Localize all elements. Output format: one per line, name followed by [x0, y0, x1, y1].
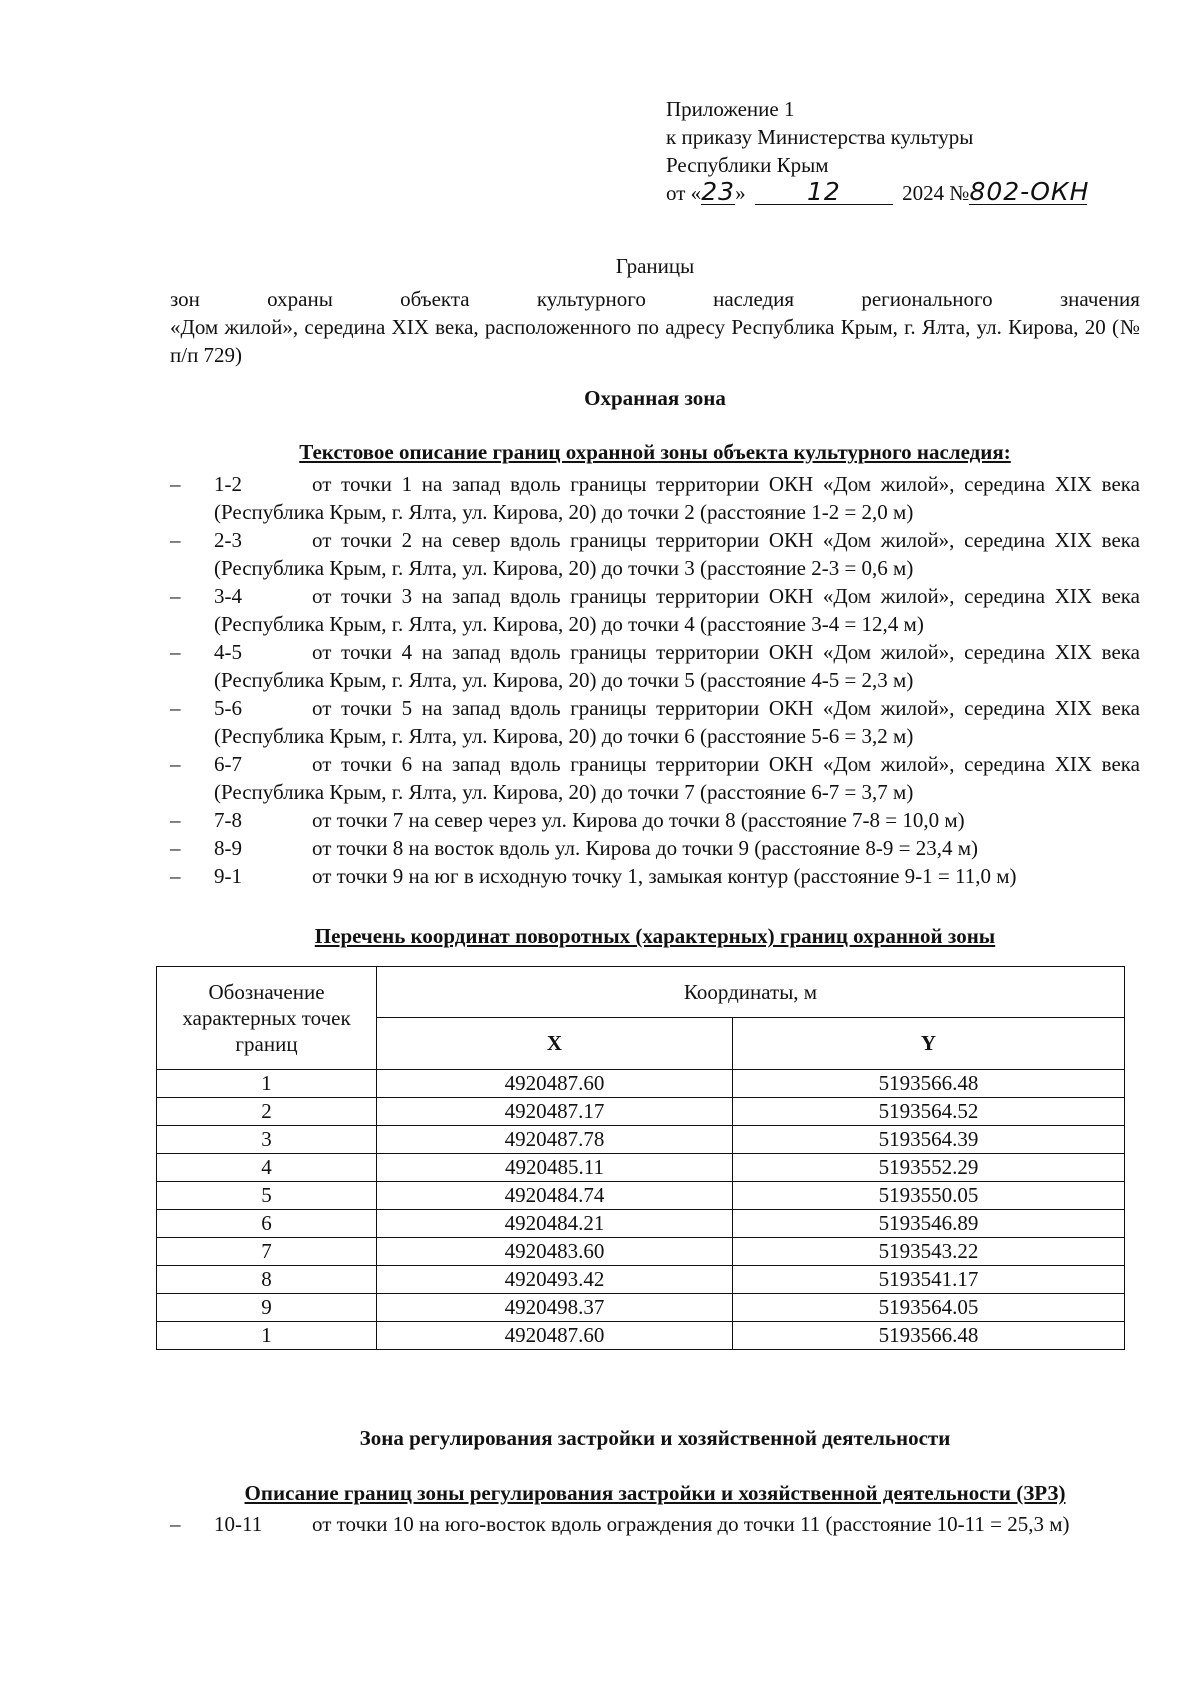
- list-item: [170, 694, 1140, 750]
- regulation-zone-list: [170, 1510, 1140, 1538]
- list-dash: –: [170, 752, 181, 776]
- y-cell: 5193566.48: [733, 1322, 1125, 1350]
- y-column-header: Y: [733, 1018, 1125, 1070]
- y-cell: 5193543.22: [733, 1238, 1125, 1266]
- y-cell: 5193564.05: [733, 1294, 1125, 1322]
- point-cell: 1: [157, 1322, 377, 1350]
- subtitle-word: культурного: [536, 287, 646, 311]
- segment-code: 4-5: [214, 640, 242, 664]
- segment-text: от точки 2 на север вдоль границы территории ОКН «Дом жилой», середина XIX века (Республика Крым, г. Ялта, ул. Кирова, 20) до точки 3 (расстояние 2-3 = 0,6 м): [214, 528, 1140, 580]
- list-dash: –: [170, 836, 181, 860]
- subtitle-line-1: [170, 285, 1140, 313]
- appendix-line-3: Республики Крым: [666, 153, 829, 177]
- table-row: [157, 1210, 1125, 1238]
- point-designation-header: Обозначение характерных точек границ: [157, 967, 377, 1070]
- x-cell: 4920485.11: [377, 1154, 733, 1182]
- x-cell: 4920483.60: [377, 1238, 733, 1266]
- subtitle-word: наследия: [713, 287, 795, 311]
- x-cell: 4920487.78: [377, 1126, 733, 1154]
- point-cell: 9: [157, 1294, 377, 1322]
- regulation-zone-description-heading: Описание границ зоны регулирования застройки и хозяйственной деятельности (ЗРЗ): [244, 1481, 1066, 1505]
- table-row: [157, 1098, 1125, 1126]
- year-number-label: 2024 №: [902, 181, 970, 205]
- table-row: [157, 1266, 1125, 1294]
- segment-text: от точки 3 на запад вдоль границы территории ОКН «Дом жилой», середина XIX века (Республика Крым, г. Ялта, ул. Кирова, 20) до точки 4 (расстояние 3-4 = 12,4 м): [214, 584, 1140, 636]
- segment-text: от точки 9 на юг в исходную точку 1, замыкая контур (расстояние 9-1 = 11,0 м): [312, 864, 1017, 888]
- segment-text: от точки 5 на запад вдоль границы территории ОКН «Дом жилой», середина XIX века (Республика Крым, г. Ялта, ул. Кирова, 20) до точки 6 (расстояние 5-6 = 3,2 м): [214, 696, 1140, 748]
- point-cell: 3: [157, 1126, 377, 1154]
- coordinates-table: [156, 966, 1125, 1350]
- date-prefix: от «: [666, 181, 702, 205]
- segment-code: 1-2: [214, 472, 242, 496]
- segment-code: 6-7: [214, 752, 242, 776]
- subtitle-word: объекта: [400, 287, 470, 311]
- coordinates-table-heading: Перечень координат поворотных (характерных) границ охранной зоны: [314, 924, 996, 948]
- y-cell: 5193552.29: [733, 1154, 1125, 1182]
- coordinates-header: Координаты, м: [377, 967, 1125, 1018]
- point-cell: 7: [157, 1238, 377, 1266]
- table-row: [157, 1322, 1125, 1350]
- y-cell: 5193550.05: [733, 1182, 1125, 1210]
- subtitle-rest: «Дом жилой», середина XIX века, расположенного по адресу Республика Крым, г. Ялта, ул. Кирова, 20 (№ п/п 729): [170, 315, 1140, 367]
- subtitle-word: охраны: [267, 287, 333, 311]
- y-cell: 5193546.89: [733, 1210, 1125, 1238]
- subtitle-word: зон: [170, 287, 200, 311]
- list-item: [170, 526, 1140, 582]
- section-title-regulation-zone: Зона регулирования застройки и хозяйственной деятельности: [359, 1426, 951, 1450]
- segment-code: 10-11: [214, 1512, 263, 1536]
- x-column-header: X: [377, 1018, 733, 1070]
- y-cell: 5193541.17: [733, 1266, 1125, 1294]
- handwritten-month: 12: [755, 180, 893, 205]
- list-dash: –: [170, 472, 181, 496]
- list-dash: –: [170, 808, 181, 832]
- list-item: [170, 582, 1140, 638]
- table-row: [157, 1294, 1125, 1322]
- list-item: [170, 834, 1140, 862]
- text-description-heading: Текстовое описание границ охранной зоны объекта культурного наследия:: [299, 440, 1011, 464]
- segment-code: 7-8: [214, 808, 242, 832]
- date-mid: »: [735, 181, 746, 205]
- table-row: [157, 1070, 1125, 1098]
- list-dash: –: [170, 1512, 181, 1536]
- x-cell: 4920493.42: [377, 1266, 733, 1294]
- table-row: [157, 1182, 1125, 1210]
- table-row: [157, 1154, 1125, 1182]
- table-row: [157, 1238, 1125, 1266]
- appendix-date-line: [666, 177, 1090, 207]
- list-item: [170, 806, 1140, 834]
- list-item: [170, 750, 1140, 806]
- point-cell: 4: [157, 1154, 377, 1182]
- segment-text: от точки 6 на запад вдоль границы территории ОКН «Дом жилой», середина XIX века (Республика Крым, г. Ялта, ул. Кирова, 20) до точки 7 (расстояние 6-7 = 3,7 м): [214, 752, 1140, 804]
- point-cell: 2: [157, 1098, 377, 1126]
- point-cell: 5: [157, 1182, 377, 1210]
- appendix-line-2: к приказу Министерства культуры: [666, 125, 974, 149]
- segment-code: 2-3: [214, 528, 242, 552]
- list-dash: –: [170, 696, 181, 720]
- y-cell: 5193564.39: [733, 1126, 1125, 1154]
- boundary-description-list: [170, 470, 1140, 890]
- segment-code: 9-1: [214, 864, 242, 888]
- point-cell: 6: [157, 1210, 377, 1238]
- list-item: [170, 862, 1140, 890]
- document-title: Границы: [615, 254, 695, 278]
- handwritten-order-number: 802-ОКН: [969, 177, 1090, 206]
- x-cell: 4920484.21: [377, 1210, 733, 1238]
- x-cell: 4920487.60: [377, 1070, 733, 1098]
- appendix-header: [666, 95, 1090, 207]
- section-title-protection-zone: Охранная зона: [584, 386, 726, 410]
- segment-code: 3-4: [214, 584, 242, 608]
- subtitle-word: значения: [1059, 287, 1140, 311]
- segment-text: от точки 7 на север через ул. Кирова до точки 8 (расстояние 7-8 = 10,0 м): [312, 808, 965, 832]
- list-item: [170, 1510, 1140, 1538]
- x-cell: 4920487.60: [377, 1322, 733, 1350]
- segment-text: от точки 10 на юго-восток вдоль ограждения до точки 11 (расстояние 10-11 = 25,3 м): [312, 1512, 1070, 1536]
- point-cell: 1: [157, 1070, 377, 1098]
- handwritten-day: 23: [701, 177, 736, 206]
- segment-text: от точки 8 на восток вдоль ул. Кирова до точки 9 (расстояние 8-9 = 23,4 м): [312, 836, 978, 860]
- list-item: [170, 470, 1140, 526]
- list-dash: –: [170, 640, 181, 664]
- appendix-line-1: Приложение 1: [666, 97, 795, 121]
- list-dash: –: [170, 864, 181, 888]
- x-cell: 4920498.37: [377, 1294, 733, 1322]
- segment-text: от точки 1 на запад вдоль границы территории ОКН «Дом жилой», середина XIX века (Республика Крым, г. Ялта, ул. Кирова, 20) до точки 2 (расстояние 1-2 = 2,0 м): [214, 472, 1140, 524]
- x-cell: 4920484.74: [377, 1182, 733, 1210]
- point-cell: 8: [157, 1266, 377, 1294]
- segment-code: 8-9: [214, 836, 242, 860]
- y-cell: 5193566.48: [733, 1070, 1125, 1098]
- y-cell: 5193564.52: [733, 1098, 1125, 1126]
- table-row: [157, 1126, 1125, 1154]
- list-dash: –: [170, 584, 181, 608]
- list-dash: –: [170, 528, 181, 552]
- segment-code: 5-6: [214, 696, 242, 720]
- x-cell: 4920487.17: [377, 1098, 733, 1126]
- subtitle-word: регионального: [861, 287, 993, 311]
- segment-text: от точки 4 на запад вдоль границы территории ОКН «Дом жилой», середина XIX века (Республика Крым, г. Ялта, ул. Кирова, 20) до точки 5 (расстояние 4-5 = 2,3 м): [214, 640, 1140, 692]
- list-item: [170, 638, 1140, 694]
